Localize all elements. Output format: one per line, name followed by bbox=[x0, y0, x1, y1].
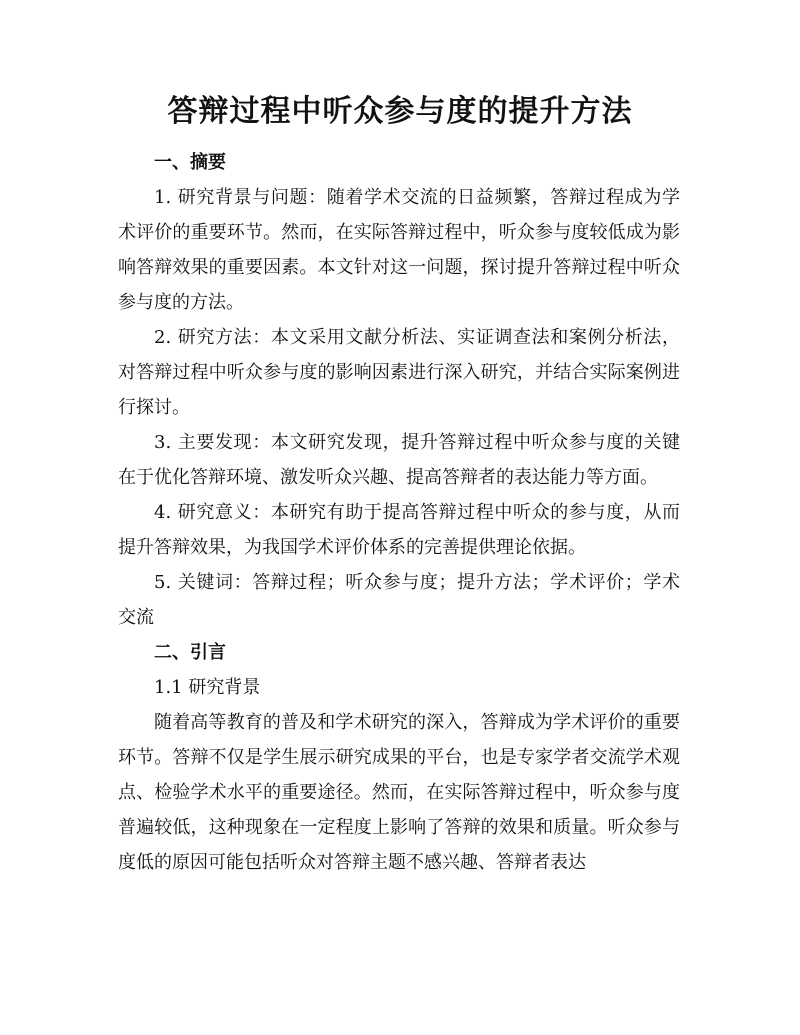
item-text: 主要发现：本文研究发现，提升答辩过程中听众参与度的关键在于优化答辩环境、激发听众兴趣、提高答辩者的表达能力等方面。 bbox=[118, 432, 680, 488]
item-number: 3. bbox=[154, 432, 172, 453]
item-number: 5. bbox=[154, 572, 172, 593]
item-number: 2. bbox=[154, 327, 172, 348]
item-number: 1. bbox=[154, 187, 172, 208]
abstract-item-2 bbox=[118, 320, 680, 425]
item-text: 研究方法：本文采用文献分析法、实证调查法和案例分析法，对答辩过程中听众参与度的影响因素进行深入研究，并结合实际案例进行探讨。 bbox=[118, 327, 680, 418]
item-text: 研究背景与问题：随着学术交流的日益频繁，答辩过程成为学术评价的重要环节。然而，在实际答辩过程中，听众参与度较低成为影响答辩效果的重要因素。本文针对这一问题，探讨提升答辩过程中听众参与度的方法。 bbox=[118, 187, 680, 313]
section-heading-abstract: 一、摘要 bbox=[154, 152, 226, 173]
item-text: 关键词：答辩过程；听众参与度；提升方法；学术评价；学术交流 bbox=[118, 572, 680, 628]
document-title: 答辩过程中听众参与度的提升方法 bbox=[167, 94, 633, 129]
item-text: 研究意义：本研究有助于提高答辩过程中听众的参与度，从而提升答辩效果，为我国学术评价体系的完善提供理论依据。 bbox=[118, 502, 680, 558]
section-heading-introduction: 二、引言 bbox=[154, 642, 226, 663]
introduction-paragraph: 随着高等教育的普及和学术研究的深入，答辩成为学术评价的重要环节。答辩不仅是学生展示研究成果的平台，也是专家学者交流学术观点、检验学术水平的重要途径。然而，在实际答辩过程中，听众参与度普遍较低，这种现象在一定程度上影响了答辩的效果和质量。听众参与度低的原因可能包括听众对答辩主题不感兴趣、答辩者表达 bbox=[118, 712, 680, 873]
abstract-item-3 bbox=[118, 425, 680, 495]
abstract-item-5 bbox=[118, 565, 680, 635]
item-number: 4. bbox=[154, 502, 172, 523]
subsection-heading-background: 1.1 研究背景 bbox=[154, 677, 261, 698]
abstract-item-1 bbox=[118, 180, 680, 320]
document-body bbox=[118, 145, 680, 880]
abstract-item-4 bbox=[118, 495, 680, 565]
